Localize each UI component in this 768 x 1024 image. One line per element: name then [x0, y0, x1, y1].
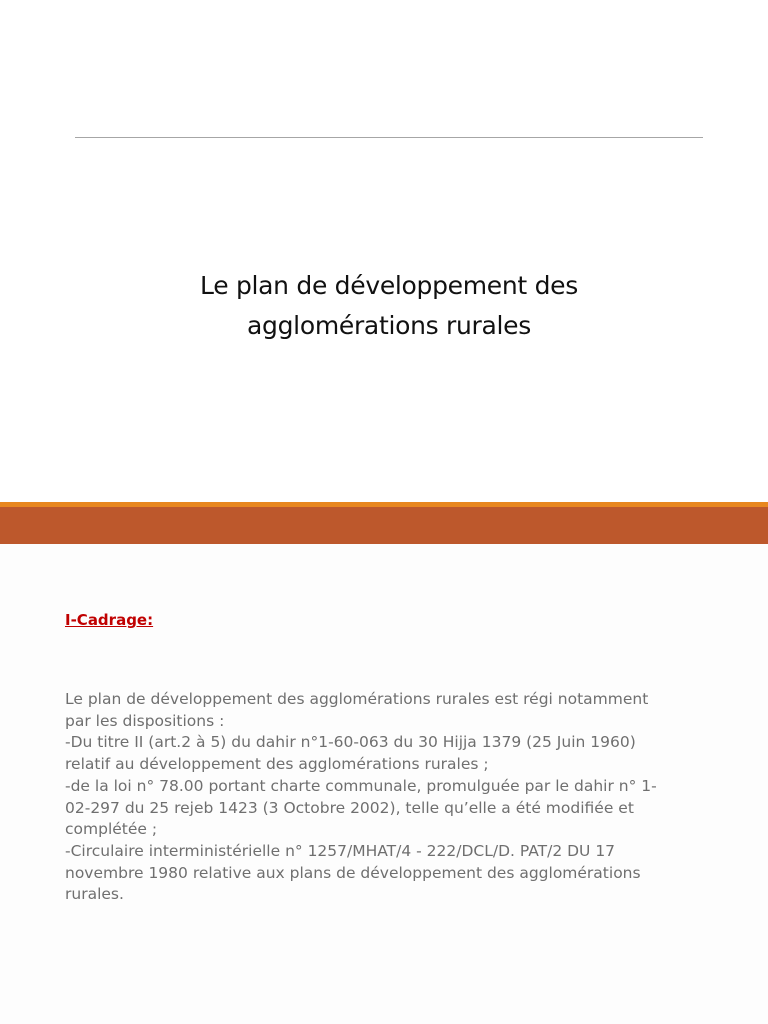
- body-text: [65, 689, 705, 906]
- body-line: Le plan de développement des agglomérations rurales est régi notamment: [65, 690, 649, 708]
- body-line: rurales.: [65, 885, 124, 904]
- body-line: par les dispositions :: [65, 711, 225, 730]
- title-slide: [0, 0, 768, 502]
- content-slide: [0, 544, 768, 1024]
- top-rule-divider: [75, 137, 703, 138]
- body-line: -Circulaire interministérielle n° 1257/MHAT/4 - 222/DCL/D. PAT/2 DU 17: [65, 841, 616, 860]
- rust-accent-band: [0, 507, 768, 544]
- body-line: relatif au développement des agglomérations rurales ;: [65, 755, 489, 774]
- slide-title-line: Le plan de développement des: [200, 271, 578, 300]
- body-line: 02-297 du 25 rejeb 1423 (3 Octobre 2002), telle qu’elle a été modifiée et: [65, 798, 634, 817]
- section-heading: I-Cadrage:: [65, 611, 154, 629]
- body-line: -de la loi n° 78.00 portant charte communale, promulguée par le dahir n° 1-: [65, 776, 657, 795]
- slide-title: [100, 266, 678, 346]
- body-line: novembre 1980 relative aux plans de développement des agglomérations: [65, 863, 641, 882]
- body-line: complétée ;: [65, 820, 158, 839]
- body-line: -Du titre II (art.2 à 5) du dahir n°1-60-063 du 30 Hijja 1379 (25 Juin 1960): [65, 733, 636, 752]
- slide-title-line: agglomérations rurales: [247, 311, 531, 340]
